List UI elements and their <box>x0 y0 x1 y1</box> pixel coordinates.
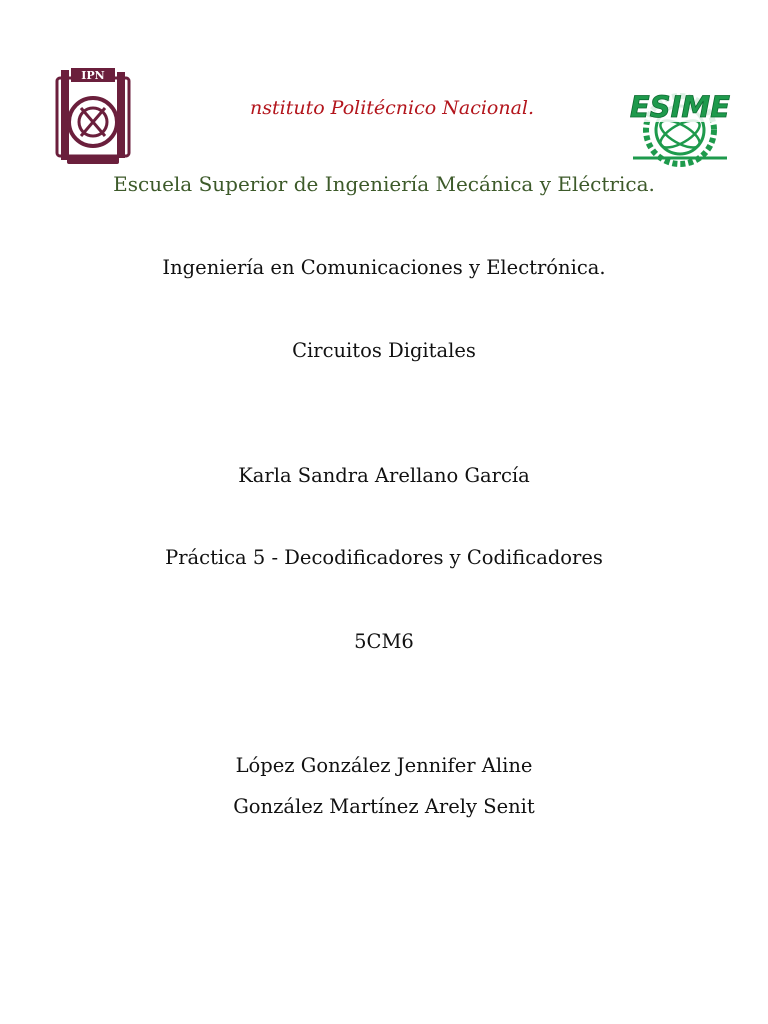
svg-text:IPN: IPN <box>81 69 105 82</box>
subject-title: Circuitos Digitales <box>292 339 476 362</box>
student-name: López González Jennifer Aline <box>235 754 533 777</box>
group-code: 5CM6 <box>354 630 414 653</box>
teacher-name: Karla Sandra Arellano García <box>238 464 530 487</box>
student-name: González Martínez Arely Senit <box>233 795 535 818</box>
career-title: Ingeniería en Comunicaciones y Electrónica. <box>162 256 606 279</box>
esime-logo <box>613 82 748 174</box>
ipn-logo <box>53 64 133 170</box>
school-name: Escuela Superior de Ingeniería Mecánica y Eléctrica. <box>113 172 655 196</box>
institute-name: nstituto Politécnico Nacional. <box>250 97 535 119</box>
practice-title: Práctica 5 - Decodificadores y Codificadores <box>165 546 603 569</box>
svg-text:ESIME: ESIME <box>629 90 731 124</box>
